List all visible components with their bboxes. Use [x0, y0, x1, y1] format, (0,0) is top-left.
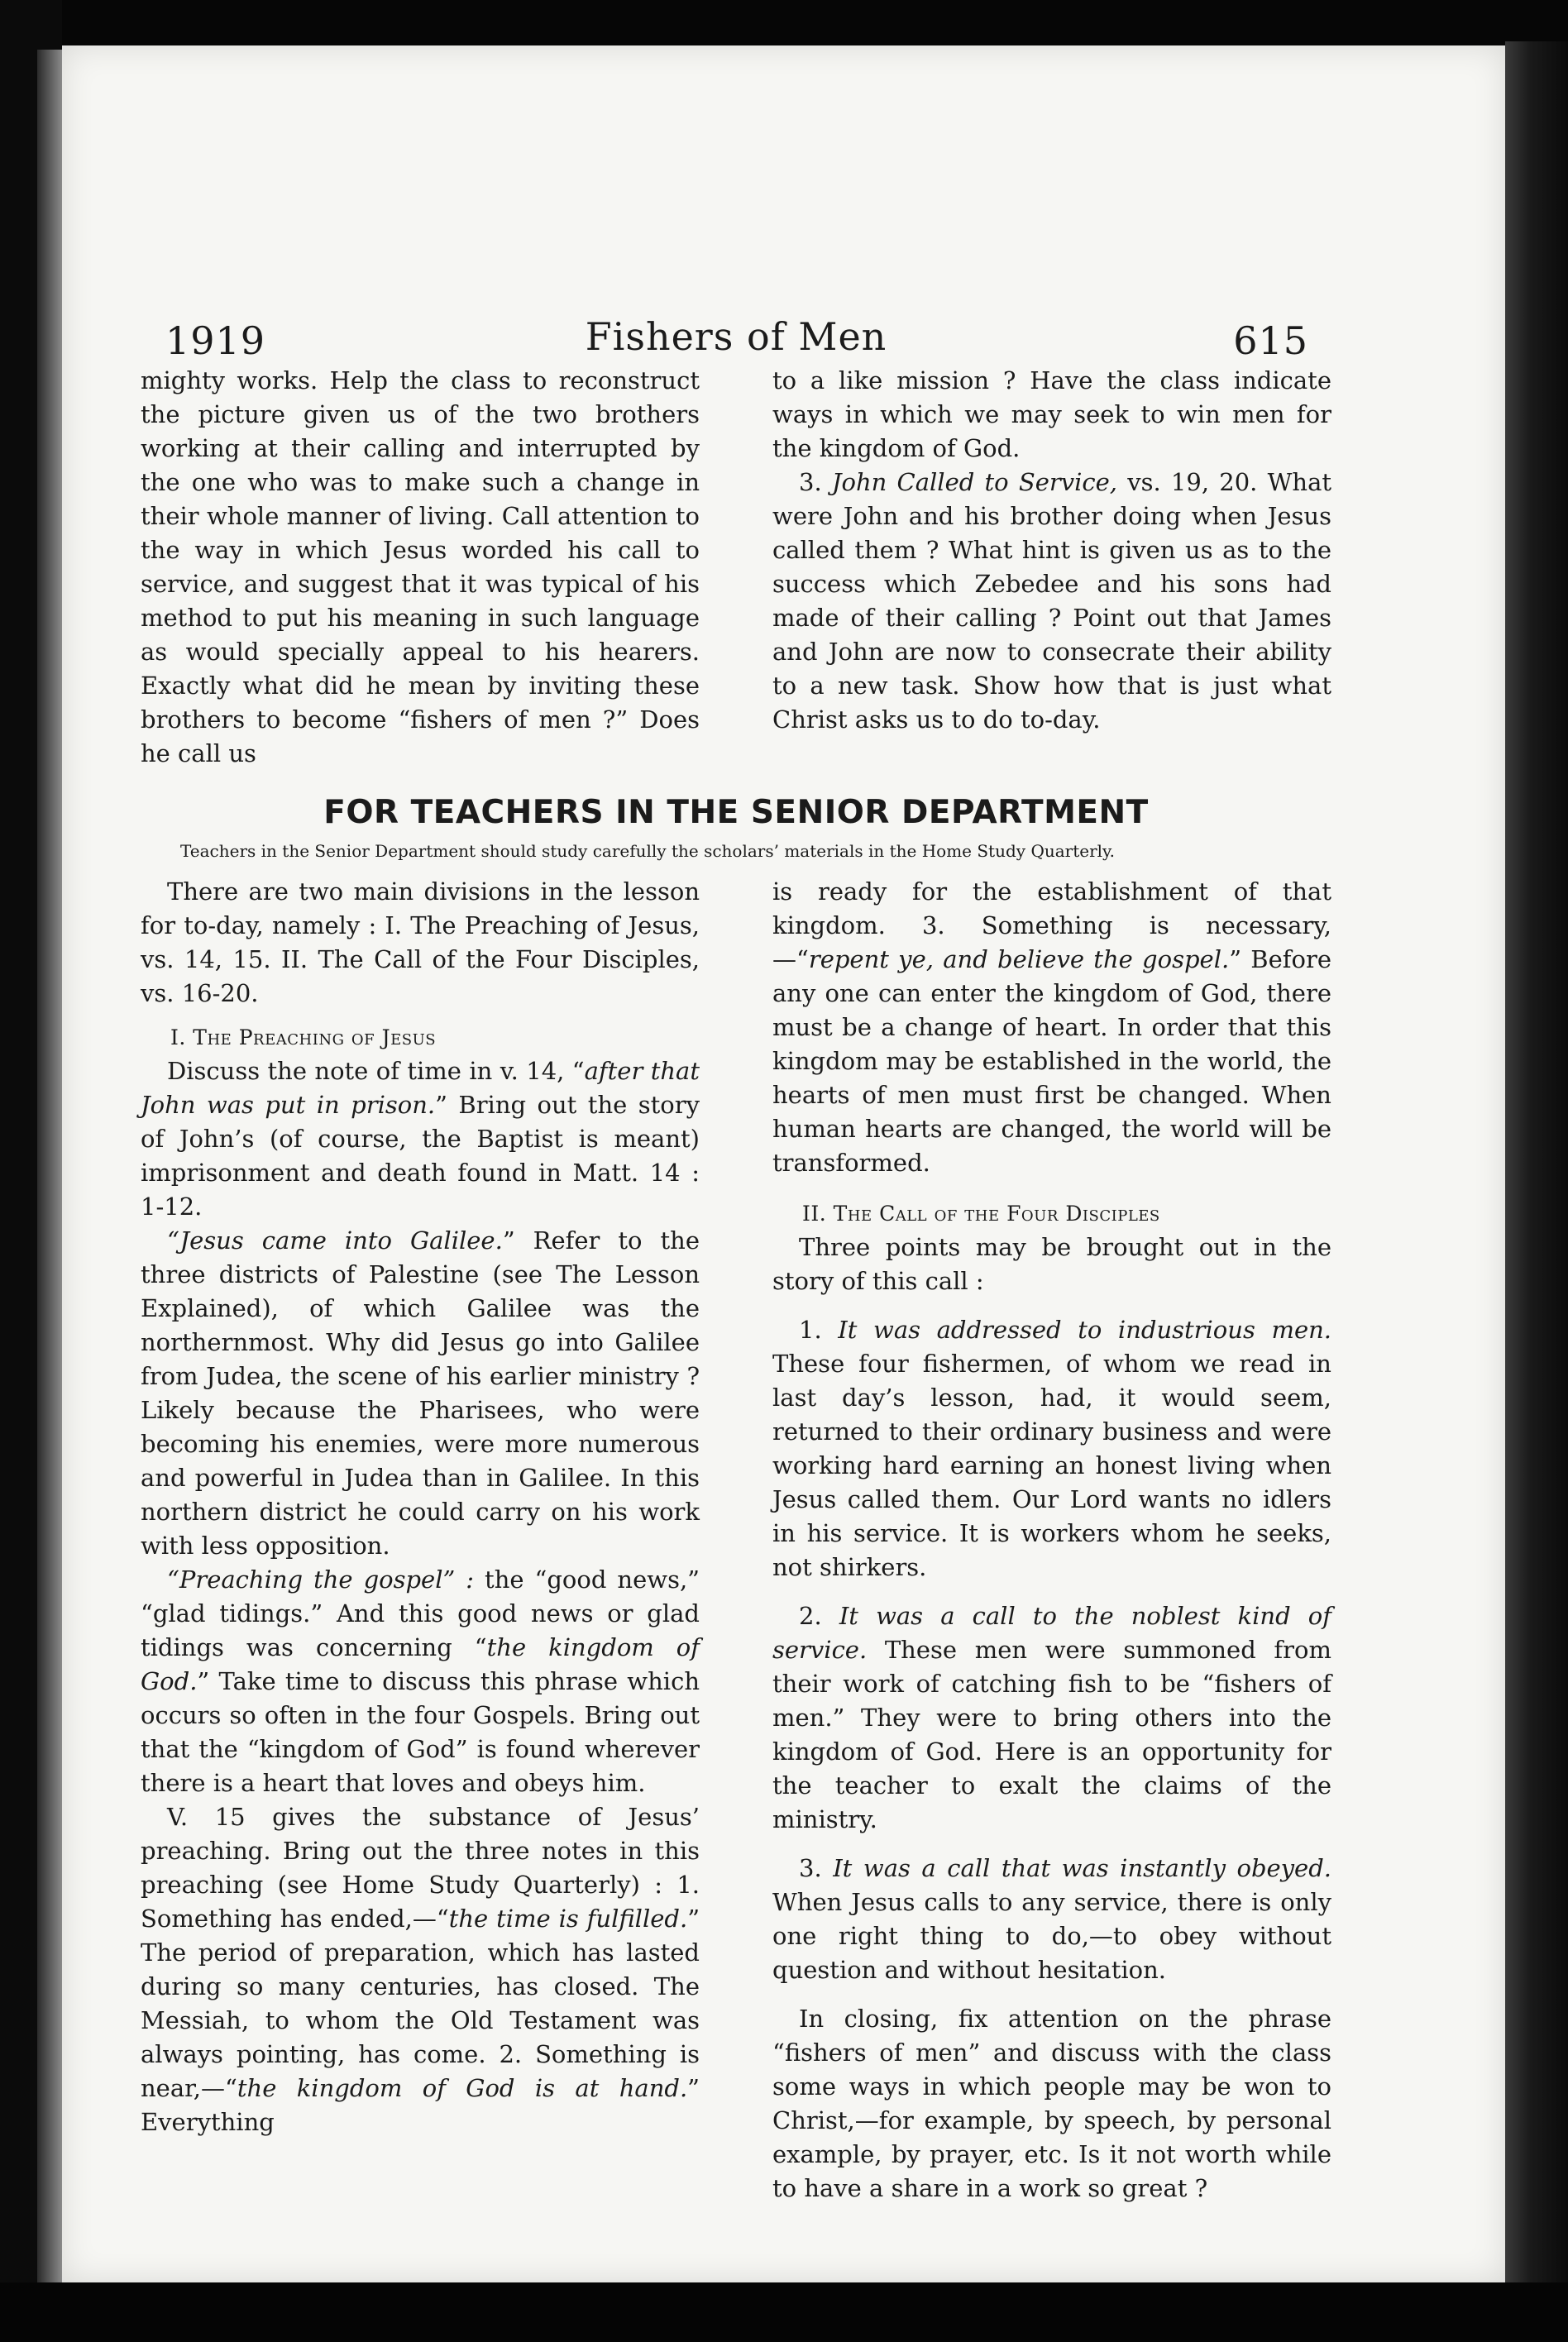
text: the “good news,” “glad tidings.” And this good news or glad tidings was concerning “ — [141, 1565, 700, 1661]
text: ” Refer to the three districts of Palestine (see The Lesson Explained), of which Galilee was the northernmost. Why did Jesus go into Galilee from Judea, the scene of his earlier ministry ? Likely because the Pharisees, who were becoming his enemies, were more numerous and powerful in Judea than in Galilee. In this northern district he could carry on his work with less opposition. — [141, 1226, 700, 1560]
page-number: 615 — [1233, 318, 1308, 363]
text: These four fishermen, of whom we read in last day’s lesson, had, it would seem, returned to their ordinary business and were working hard earning an honest living when Jesus called them. Our Lord wants no idlers in his service. It is workers whom he seeks, not shirkers. — [772, 1350, 1331, 1581]
paragraph: Three points may be brought out in the story of this call : — [772, 1233, 1331, 1295]
text: ” Bring out the story of John’s (of course, the Baptist is meant) imprisonment and death found in Matt. 14 : 1-12. — [141, 1091, 700, 1221]
paragraph — [141, 1054, 700, 1224]
paragraph-text: vs. 19, 20. What were John and his brother doing when Jesus called them ? What hint is given us as to the success which Zebedee and his sons had made of their calling ? Point out that James and John are now to consecrate their ability to a new task. Show how that is just what Christ asks us to do to-day. — [772, 468, 1332, 734]
quote: the kingdom of God is at hand. — [237, 2074, 688, 2102]
section-note: Teachers in the Senior Department should study carefully the scholars’ materials in the Home Study Quarterly. — [180, 841, 1116, 861]
page-content — [141, 306, 1331, 2206]
scan-bottom-border — [0, 2282, 1568, 2342]
quote: the time is fulfilled. — [448, 1905, 688, 1933]
text: ” Everything — [141, 2074, 700, 2136]
senior-columns — [141, 875, 1331, 2206]
paragraph: mighty works. Help the class to reconstruct the picture given us of the two brothers working at their calling and interrupted by the one who was to make such a change in their whole manner of living. Call attention to the way in which Jesus worded his call to service, and suggest that it was typical of his method to put his meaning in such language as would specially appeal to his hearers. Exactly what did he mean by inviting these brothers to become “fishers of men ?” Does he call us — [141, 366, 700, 767]
text: ” Before any one can enter the kingdom of God, there must be a change of heart. In order that this kingdom may be established in the world, the hearts of men must first be changed. When human hearts are changed, the world will be transformed. — [772, 945, 1331, 1177]
running-head — [141, 306, 1331, 364]
item-number: 1. — [799, 1316, 839, 1344]
text: When Jesus calls to any service, there is only one right thing to do,—to obey without question and without hesitation. — [772, 1888, 1331, 1984]
quote: repent ye, and believe the gospel. — [808, 945, 1230, 973]
quote: after that John was put in prison. — [141, 1057, 700, 1119]
text: Discuss the note of time in v. 14, “ — [167, 1057, 585, 1085]
paragraph — [772, 1313, 1331, 1584]
text: These men were summoned from their work of catching fish to be “fishers of men.” They were to bring others into the kingdom of God. Here is an opportunity for the teacher to exalt the claims of the ministry. — [772, 1636, 1331, 1833]
paragraph: to a like mission ? Have the class indicate ways in which we may seek to win men for the kingdom of God. — [772, 366, 1331, 462]
subheading: II. The Call of the Four Disciples — [802, 1202, 1160, 1226]
paragraph — [141, 1800, 700, 2139]
scan-right-border — [1505, 41, 1568, 2342]
top-left-column — [141, 364, 700, 771]
running-head-year: 1919 — [165, 318, 266, 363]
quote: “Preaching the gospel” : — [167, 1565, 475, 1594]
top-right-column — [772, 364, 1331, 771]
running-head-title: Fishers of Men — [585, 314, 887, 359]
point-heading: It was a call that was instantly obeyed. — [833, 1854, 1331, 1882]
italic-heading: John Called to Service, — [831, 468, 1118, 496]
paragraph — [772, 875, 1331, 1180]
text: ” Take time to discuss this phrase which occurs so often in the four Gospels. Bring out that the “kingdom of God” is found wherever there is a heart that loves and obeys him. — [141, 1667, 700, 1797]
senior-right-column — [772, 875, 1331, 2206]
paragraph — [141, 1563, 700, 1800]
text: ” The period of preparation, which has lasted during so many centuries, has closed. The Messiah, to whom the Old Testament was always pointing, has come. 2. Something is near,—“ — [141, 1905, 700, 2102]
senior-left-column — [141, 875, 700, 2206]
section-heading: FOR TEACHERS IN THE SENIOR DEPARTMENT — [323, 794, 1149, 831]
quote: “Jesus came into Galilee. — [167, 1226, 503, 1255]
scan-top-border — [0, 0, 1568, 50]
subheading: I. The Preaching of Jesus — [170, 1025, 437, 1049]
paragraph: In closing, fix attention on the phrase “fishers of men” and discuss with the class some ways in which people may be won to Christ,—for example, by speech, by personal example, by prayer, etc. Is it not worth while to have a share in a work so great ? — [772, 2005, 1331, 2202]
scan-left-border — [0, 0, 62, 2342]
item-number: 3. — [799, 1854, 834, 1882]
text: V. 15 gives the substance of Jesus’ preaching. Bring out the three notes in this preaching (see Home Study Quarterly) : 1. Something has ended,—“ — [141, 1803, 700, 1933]
point-heading: It was addressed to industrious men. — [838, 1316, 1331, 1344]
item-number: 3. — [799, 468, 832, 496]
point-heading: It was a call to the noblest kind of service. — [772, 1602, 1331, 1664]
paragraph — [772, 1599, 1331, 1837]
paragraph — [141, 1224, 700, 1563]
top-columns — [141, 364, 1331, 771]
paragraph — [772, 1852, 1331, 1987]
paragraph — [772, 466, 1331, 737]
paragraph: There are two main divisions in the lesson for to-day, namely : I. The Preaching of Jesus, vs. 14, 15. II. The Call of the Four Disciples, vs. 16-20. — [141, 877, 700, 1007]
text: is ready for the establishment of that kingdom. 3. Something is necessary,—“ — [772, 877, 1331, 973]
item-number: 2. — [799, 1602, 839, 1630]
quote: the kingdom of God. — [141, 1633, 700, 1695]
